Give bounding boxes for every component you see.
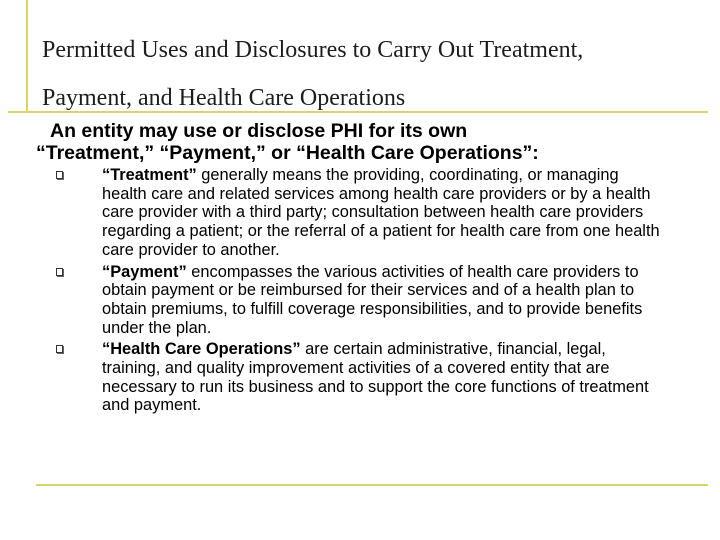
definition-list (56, 166, 666, 418)
hollow-square-icon (56, 268, 63, 276)
definition-payment: encompasses the various activities of health care providers to obtain payment or be reimbursed for their services and of a health plan to obtain premiums, to fulfill coverage responsibilities, and to provide benefits under the plan. (102, 262, 643, 337)
definition-treatment: generally means the providing, coordinating, or managing health care and related services among health care providers or by a health care provider with a third party; consultation between health care providers regarding a patient; or the referral of a patient for health care from one health care provider to another. (102, 166, 660, 259)
term-payment: “Payment” (102, 262, 187, 281)
list-item-treatment (56, 166, 666, 260)
slide-title-line-2: Payment, and Health Care Operations (42, 85, 406, 111)
list-item-payment (56, 263, 666, 338)
definition-health-care-operations: are certain administrative, financial, legal, training, and quality improvement activities of a covered entity that are necessary to run its business and to support the core functions of treatment and payment. (102, 340, 649, 415)
slide-title-line-1: Permitted Uses and Disclosures to Carry Out Treatment, (42, 37, 584, 63)
slide-title (42, 26, 702, 122)
intro-text (36, 120, 706, 164)
term-health-care-operations: “Health Care Operations” (102, 340, 301, 359)
hollow-square-icon (56, 345, 63, 353)
list-item-health-care-operations (56, 340, 666, 415)
intro-line-1: An entity may use or disclose PHI for its own (50, 120, 468, 142)
accent-divider-bottom (36, 484, 708, 486)
accent-vertical-line (26, 0, 28, 112)
hollow-square-icon (56, 171, 63, 179)
term-treatment: “Treatment” (102, 166, 197, 184)
intro-line-2: “Treatment,” “Payment,” or “Health Care Operations”: (36, 142, 539, 164)
